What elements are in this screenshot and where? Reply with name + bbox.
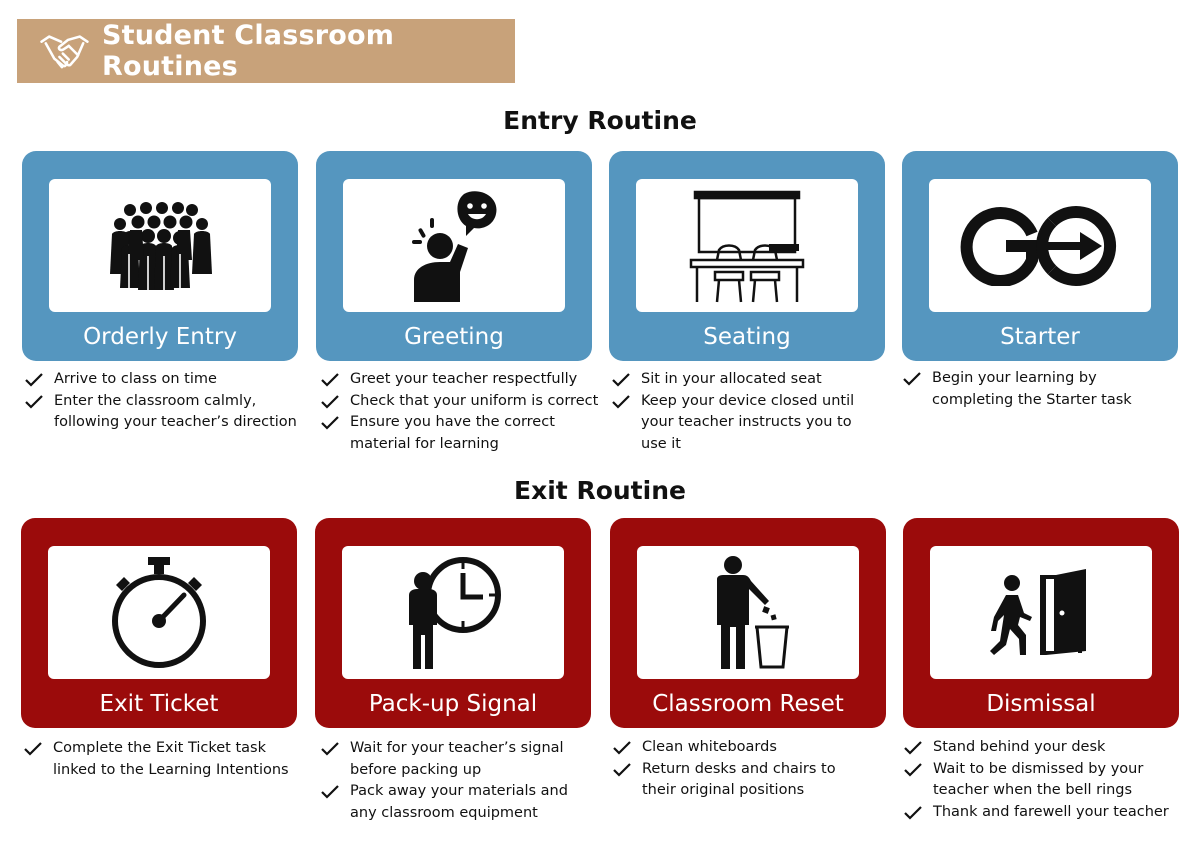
starter-card [902, 151, 1178, 361]
greeting-label: Greeting [404, 324, 504, 350]
exit-routine-heading: Exit Routine [514, 476, 686, 505]
waving-person-icon [406, 188, 502, 304]
check-icon [611, 372, 631, 388]
list-item: Wait to be dismissed by your teacher when the bell rings [903, 759, 1148, 802]
classroom-reset-card [610, 518, 886, 728]
list-item: Ensure you have the correct material for learning [320, 412, 560, 455]
title-banner [17, 19, 515, 83]
orderly-entry-list [24, 369, 314, 434]
check-icon [612, 740, 632, 756]
list-item: Begin your learning by completing the Starter task [902, 368, 1182, 411]
check-icon [23, 741, 43, 757]
list-item: Keep your device closed until your teacher instructs you to use it [611, 391, 861, 456]
seating-label: Seating [703, 324, 791, 350]
dismissal-card [903, 518, 1179, 728]
starter-label: Starter [1000, 324, 1080, 350]
list-item: Greet your teacher respectfully [320, 369, 610, 391]
check-icon [611, 394, 631, 410]
list-item: Complete the Exit Ticket task linked to the Learning Intentions [23, 738, 293, 781]
classroom-desks-icon [689, 188, 805, 304]
seating-list [611, 369, 881, 455]
exit-ticket-label: Exit Ticket [99, 691, 219, 717]
greeting-icon-panel [343, 179, 565, 312]
seating-card [609, 151, 885, 361]
exit-ticket-list [23, 738, 303, 781]
list-item: Arrive to class on time [24, 369, 314, 391]
crowd-icon [102, 200, 218, 292]
exit-ticket-card [21, 518, 297, 728]
check-icon [320, 741, 340, 757]
greeting-list [320, 369, 610, 455]
list-item: Enter the classroom calmly, following your teacher’s direction [24, 391, 314, 434]
stopwatch-icon [104, 555, 214, 671]
list-item: Return desks and chairs to their original positions [612, 759, 872, 802]
check-icon [24, 394, 44, 410]
go-icon [960, 206, 1120, 286]
handshake-icon [39, 28, 90, 74]
check-icon [903, 762, 923, 778]
classroom-reset-icon-panel [637, 546, 859, 679]
entry-routine-heading: Entry Routine [503, 106, 697, 135]
pack-up-signal-icon-panel [342, 546, 564, 679]
classroom-reset-list [612, 737, 892, 802]
dismissal-list [903, 737, 1193, 823]
check-icon [320, 415, 340, 431]
person-door-icon [986, 565, 1096, 661]
check-icon [320, 394, 340, 410]
list-item: Stand behind your desk [903, 737, 1193, 759]
list-item: Clean whiteboards [612, 737, 892, 759]
check-icon [24, 372, 44, 388]
check-icon [903, 805, 923, 821]
check-icon [902, 371, 922, 387]
list-item: Pack away your materials and any classroom equipment [320, 781, 595, 824]
orderly-entry-label: Orderly Entry [83, 324, 237, 350]
dismissal-label: Dismissal [986, 691, 1096, 717]
list-item: Check that your uniform is correct [320, 391, 610, 413]
dismissal-icon-panel [930, 546, 1152, 679]
check-icon [320, 784, 340, 800]
page-title: Student Classroom Routines [101, 20, 395, 82]
check-icon [903, 740, 923, 756]
pack-up-signal-list [320, 738, 600, 824]
starter-list [902, 368, 1182, 411]
orderly-entry-icon-panel [49, 179, 271, 312]
seating-icon-panel [636, 179, 858, 312]
list-item: Wait for your teacher’s signal before packing up [320, 738, 570, 781]
list-item: Thank and farewell your teacher [903, 802, 1193, 824]
classroom-reset-label: Classroom Reset [652, 691, 844, 717]
person-clock-icon [403, 555, 503, 671]
check-icon [320, 372, 340, 388]
greeting-card [316, 151, 592, 361]
pack-up-signal-label: Pack-up Signal [368, 691, 538, 717]
person-bin-icon [703, 555, 793, 671]
orderly-entry-card [22, 151, 298, 361]
starter-icon-panel [929, 179, 1151, 312]
list-item: Sit in your allocated seat [611, 369, 881, 391]
exit-ticket-icon-panel [48, 546, 270, 679]
pack-up-signal-card [315, 518, 591, 728]
check-icon [612, 762, 632, 778]
